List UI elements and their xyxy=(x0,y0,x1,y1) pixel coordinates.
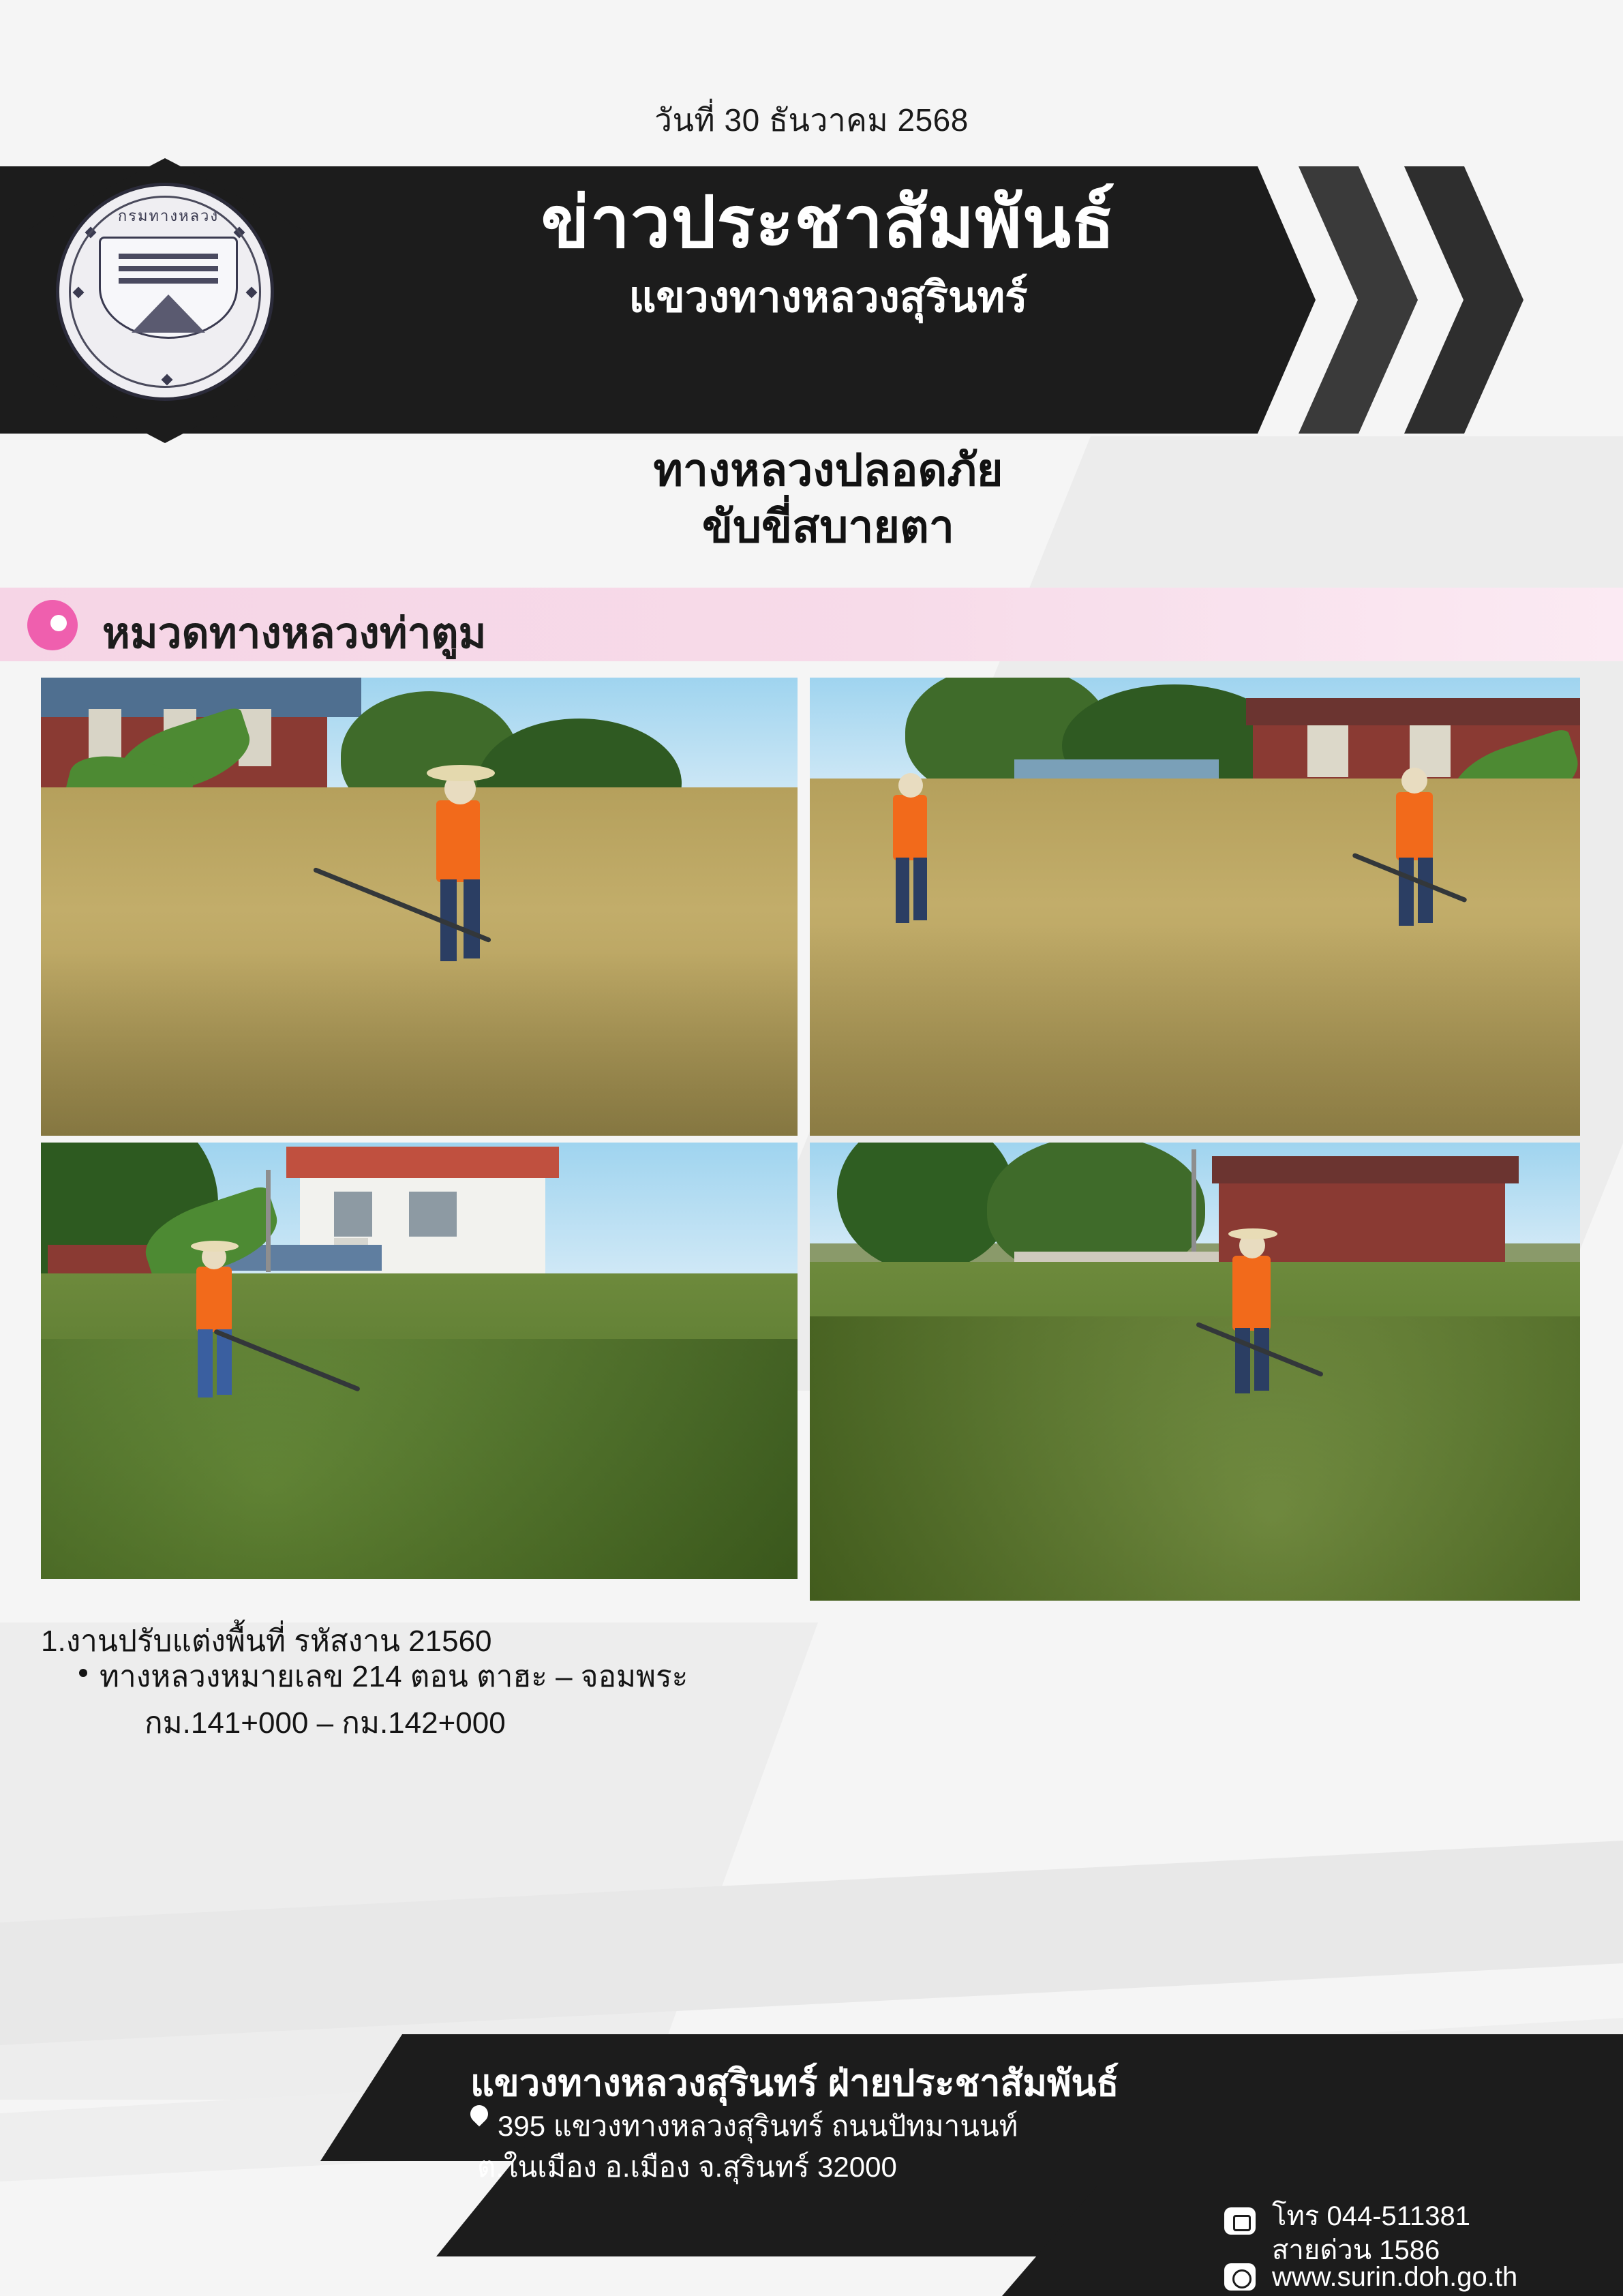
photo-4-worker xyxy=(1232,1256,1271,1331)
photo-2-worker-b xyxy=(1396,792,1433,860)
section-title: หมวดทางหลวงท่าตูม xyxy=(102,610,487,657)
caption-km: กม.141+000 – กม.142+000 xyxy=(145,1706,506,1740)
caption-route: ทางหลวงหมายเลข 214 ตอน ตาฮะ – จอมพระ xyxy=(100,1660,688,1693)
slogan-line-2: ขับขี่สบายตา xyxy=(702,500,954,552)
footer-organization: แขวงทางหลวงสุรินทร์ ฝ่ายประชาสัมพันธ์ xyxy=(470,2063,1119,2104)
header-chevron-1 xyxy=(1299,166,1418,434)
photo-3-worker xyxy=(196,1267,232,1332)
photo-1-worker xyxy=(436,800,480,882)
photo-2 xyxy=(810,678,1580,1136)
footer-address-line-2: ต.ในเมือง อ.เมือง จ.สุรินทร์ 32000 xyxy=(477,2151,897,2183)
globe-icon xyxy=(1224,2263,1256,2291)
department-logo-icon xyxy=(56,183,274,401)
photo-2-worker-a xyxy=(893,795,927,860)
section-bullet-icon xyxy=(27,600,78,650)
logo-emblem xyxy=(99,237,238,339)
page-title: ข่าวประชาสัมพันธ์ xyxy=(541,183,1116,262)
slogan-line-1: ทางหลวงปลอดภัย xyxy=(653,444,1003,495)
footer-address-line-1: 395 แขวงทางหลวงสุรินทร์ ถนนปัทมานนท์ xyxy=(498,2110,1018,2142)
photo-3 xyxy=(41,1143,798,1579)
poster-date: วันที่ 30 ธันวาคม 2568 xyxy=(654,102,969,138)
logo-label: กรมทางหลวง xyxy=(117,207,219,224)
photo-4 xyxy=(810,1143,1580,1601)
poster-header xyxy=(0,158,1623,444)
footer-website[interactable]: www.surin.doh.go.th xyxy=(1272,2262,1518,2292)
header-chevron-2 xyxy=(1404,166,1523,434)
phone-icon xyxy=(1224,2207,1256,2235)
footer-telephone: โทร 044-511381 xyxy=(1272,2201,1471,2231)
page-subtitle: แขวงทางหลวงสุรินทร์ xyxy=(628,274,1028,321)
photo-1 xyxy=(41,678,798,1136)
caption-heading: 1.งานปรับแต่งพื้นที่ รหัสงาน 21560 xyxy=(41,1625,492,1658)
footer-hotline: สายด่วน 1586 xyxy=(1272,2235,1440,2265)
caption-bullet-icon xyxy=(79,1669,87,1677)
